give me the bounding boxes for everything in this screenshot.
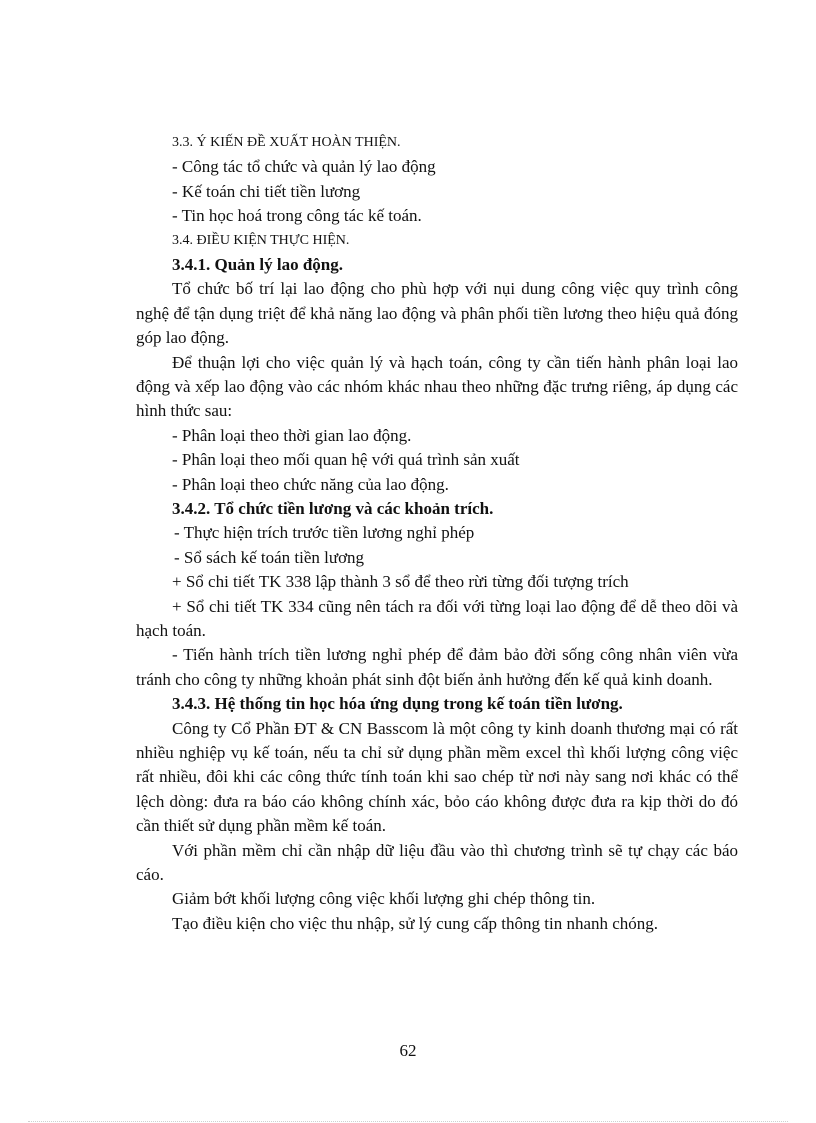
list-item: - Phân loại theo thời gian lao động. [172, 425, 412, 445]
list-item: - Sổ sách kế toán tiền lương [174, 547, 365, 567]
paragraph-text: Tổ chức bố trí lại lao động cho phù hợp với nụi dung công việc quy trình công nghệ để tận dụng triệt để khả năng lao động và phân phối tiền lương theo hiệu quả đóng góp lao động. [136, 279, 738, 348]
page-number: 62 [399, 1041, 417, 1060]
section-3-4-1-heading: 3.4.1. Quản lý lao động. [172, 254, 343, 274]
page-body [136, 131, 738, 936]
paragraph-text: Giảm bớt khối lượng công việc khối lượng ghi chép thông tin. [172, 889, 596, 909]
paragraph-text: Để thuận lợi cho việc quản lý và hạch toán, công ty cần tiến hành phân loại lao động và xếp lao động vào các nhóm khác nhau theo những đặc trưng riêng, áp dụng các hình thức sau: [136, 352, 738, 421]
paragraph [136, 277, 738, 423]
list-item: - Phân loại theo mối quan hệ với quá trình sản xuất [172, 450, 520, 470]
paragraph [136, 717, 738, 937]
paragraph [136, 570, 738, 692]
section-3-4-3-heading: 3.4.3. Hệ thống tin học hóa ứng dụng trong kế toán tiền lương. [172, 694, 623, 714]
paragraph-text: Tạo điều kiện cho việc thu nhập, sử lý cung cấp thông tin nhanh chóng. [172, 913, 659, 933]
page-bottom-divider [28, 1121, 788, 1122]
paragraph-text: + Sổ chi tiết TK 338 lập thành 3 sổ để theo rừi từng đối tượng trích [172, 572, 629, 592]
list-item: - Phân loại theo chức năng của lao động. [172, 474, 449, 494]
list-item: - Công tác tổ chức và quản lý lao động [172, 157, 436, 177]
paragraph-text: - Tiến hành trích tiền lương nghỉ phép để đảm bảo đời sống công nhân viên vừa tránh cho công ty những khoản phát sinh đột biến ảnh hưởng đến kế quả kinh doanh. [136, 645, 738, 689]
section-3-4-2-heading: 3.4.2. Tổ chức tiền lương và các khoản trích. [172, 498, 494, 518]
section-3-4-heading: 3.4. ĐIỀU KIỆN THỰC HIỆN. [172, 232, 350, 248]
paragraph-text: + Sổ chi tiết TK 334 cũng nên tách ra đối với từng loại lao động để dễ theo dõi và hạch toán. [136, 596, 738, 640]
list-item: - Thực hiện trích trước tiền lương nghỉ phép [174, 523, 475, 543]
paragraph-text: Với phần mềm chỉ cần nhập dữ liệu đầu vào thì chương trình sẽ tự chạy các báo cáo. [136, 840, 738, 884]
section-3-3-heading: 3.3. Ý KIẾN ĐỀ XUẤT HOÀN THIỆN. [172, 135, 401, 150]
list-item: - Kế toán chi tiết tiền lương [172, 181, 361, 201]
paragraph-text: Công ty Cổ Phần ĐT & CN Basscom là một công ty kinh doanh thương mại có rất nhiều nghiệp vụ kế toán, nếu ta chỉ sử dụng phần mềm excel thì khối lượng công việc rất nhiều, đôi khi các công thức tính toán khi sao chép từ nơi này sang nơi khác có thể lệch dòng: đưa ra báo cáo không chính xác, bỏo cáo không được đưa ra kịp thời do đó cần thiết sử dụng phần mềm kế toán. [136, 718, 738, 836]
list-item: - Tin học hoá trong công tác kế toán. [172, 206, 422, 226]
